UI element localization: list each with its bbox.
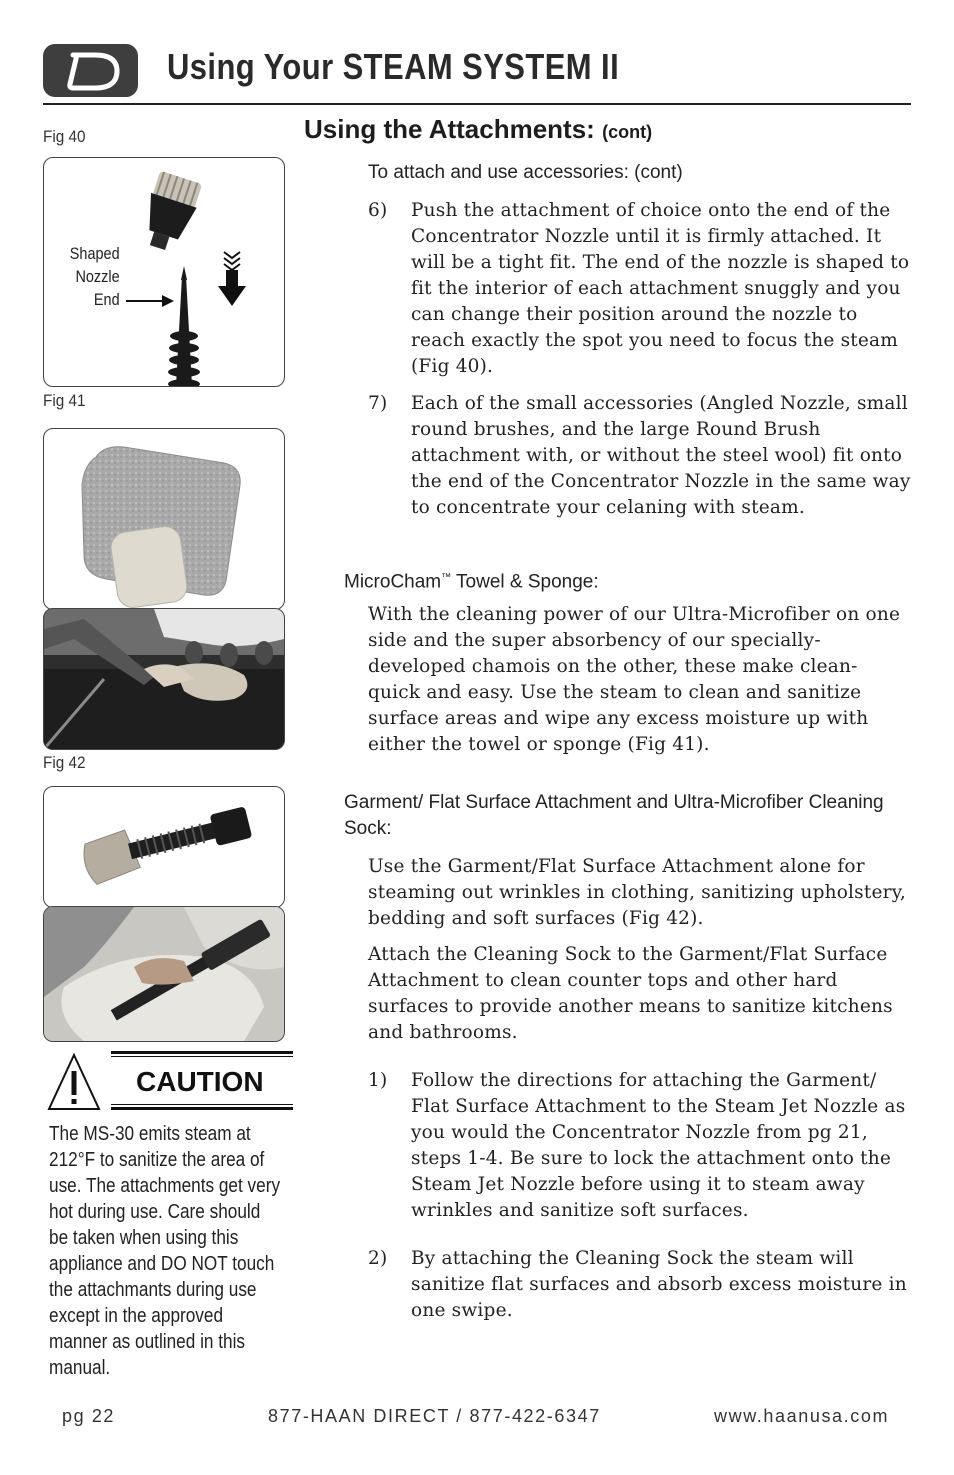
section-badge <box>43 44 138 97</box>
list-item <box>368 1246 913 1324</box>
towel-sponge-icon <box>44 429 284 609</box>
step-text: By attaching the Cleaning Sock the steam will sanitize flat surfaces and absorb excess moisture in one swipe. <box>411 1248 907 1321</box>
step-number: 2) <box>368 1248 388 1269</box>
phone-number: 877-HAAN DIRECT / 877-422-6347 <box>268 1406 601 1426</box>
step-number: 1) <box>368 1070 388 1091</box>
fig-41-usage-photo <box>43 608 285 750</box>
list-item <box>368 198 913 380</box>
caution-rule-bottom-thin <box>111 1104 293 1105</box>
garment-para-1: Use the Garment/Flat Surface Attachment alone for steaming out wrinkles in clothing, sanitizing upholstery, bedding and soft surfaces (Fig 42). <box>368 856 906 929</box>
warning-triangle-icon <box>46 1051 102 1113</box>
fig-41-label: Fig 41 <box>43 391 86 410</box>
page-title: Using Your STEAM SYSTEM II <box>167 46 620 87</box>
callout-line: End <box>94 290 120 309</box>
step-text: Push the attachment of choice onto the end of the Concentrator Nozzle until it is firmly attached. It will be a tight fit. The end of the nozzle is shaped to fit the interior of each attachment snuggly and you can change their position around the nozzle to reach exactly the spot you need to focus the steam (Fig 40). <box>411 200 910 377</box>
caution-rule-top-thin <box>111 1056 293 1057</box>
fig-42-attachment-illustration <box>43 786 285 908</box>
step-text: Each of the small accessories (Angled Nozzle, small round brushes, and the large Round Brush attachment with, or without the steel wool) fit onto the end of the Concentrator Nozzle in the same way to concentrate your celaning with steam. <box>411 393 911 518</box>
microcham-heading-pre: MicroCham <box>344 571 442 593</box>
page-number: pg 22 <box>62 1406 116 1426</box>
callout-line: Shaped <box>70 244 120 263</box>
intro-text: To attach and use accessories: (cont) <box>368 162 683 183</box>
fig-41-towel-sponge-photo <box>43 428 285 610</box>
fig-40-label: Fig 40 <box>43 127 86 146</box>
section-heading-suffix: (cont) <box>602 122 653 142</box>
garment-steaming-icon <box>44 907 284 1041</box>
garment-para-2: Attach the Cleaning Sock to the Garment/Flat Surface Attachment to clean counter tops and other hard surfaces to provide another means to sanitize kitchens and bathrooms. <box>368 944 893 1043</box>
step-number: 7) <box>368 393 388 414</box>
fig-42-label: Fig 42 <box>43 753 86 772</box>
header-divider <box>43 103 911 105</box>
fig-42-usage-photo <box>43 906 285 1042</box>
caution-title: CAUTION <box>136 1066 264 1097</box>
callout-line: Nozzle <box>75 267 120 286</box>
section-heading-text: Using the Attachments: <box>304 114 595 144</box>
caution-rule-top <box>111 1051 293 1054</box>
list-item <box>368 391 913 521</box>
microcham-heading <box>344 565 599 595</box>
shaped-nozzle-end-callout <box>70 242 120 311</box>
garment-heading: Garment/ Flat Surface Attachment and Ultra-Microfiber Cleaning Sock: <box>344 792 884 839</box>
letter-d-icon <box>43 44 138 97</box>
trademark-symbol: ™ <box>441 572 452 583</box>
step-text: Follow the directions for attaching the Garment/ Flat Surface Attachment to the Steam Jet Nozzle as you would the Concentrator Nozzle from pg 21, steps 1-4. Be sure to lock the attachment onto the Steam Jet Nozzle before using it to steam away wrinkles and sanitize soft surfaces. <box>411 1070 906 1221</box>
garment-attachment-icon <box>44 787 284 907</box>
microcham-heading-post: Towel & Sponge: <box>451 571 599 593</box>
list-item <box>368 1068 913 1224</box>
caution-rule-bottom <box>111 1107 293 1110</box>
hand-towel-icon <box>44 609 284 749</box>
section-heading <box>304 114 652 145</box>
microcham-text: With the cleaning power of our Ultra-Microfiber on one side and the super absorbency of our specially-developed chamois on the other, these make clean-quick and easy. Use the steam to clean and sanitize surface areas and wipe any excess moisture up with either the towel or sponge (Fig 41). <box>368 604 901 755</box>
fig-40-illustration <box>43 157 285 387</box>
website-link[interactable]: www.haanusa.com <box>714 1406 890 1426</box>
step-number: 6) <box>368 200 388 221</box>
steps-list-b <box>368 1068 913 1324</box>
steps-list-a <box>368 198 913 521</box>
caution-text: The MS-30 emits steam at 212°F to sanitize the area of use. The attachments get very hot during use. Care should be taken when using this appliance and DO NOT touch the attachmants during use except in the approved manner as outlined in this manual. <box>49 1123 281 1379</box>
